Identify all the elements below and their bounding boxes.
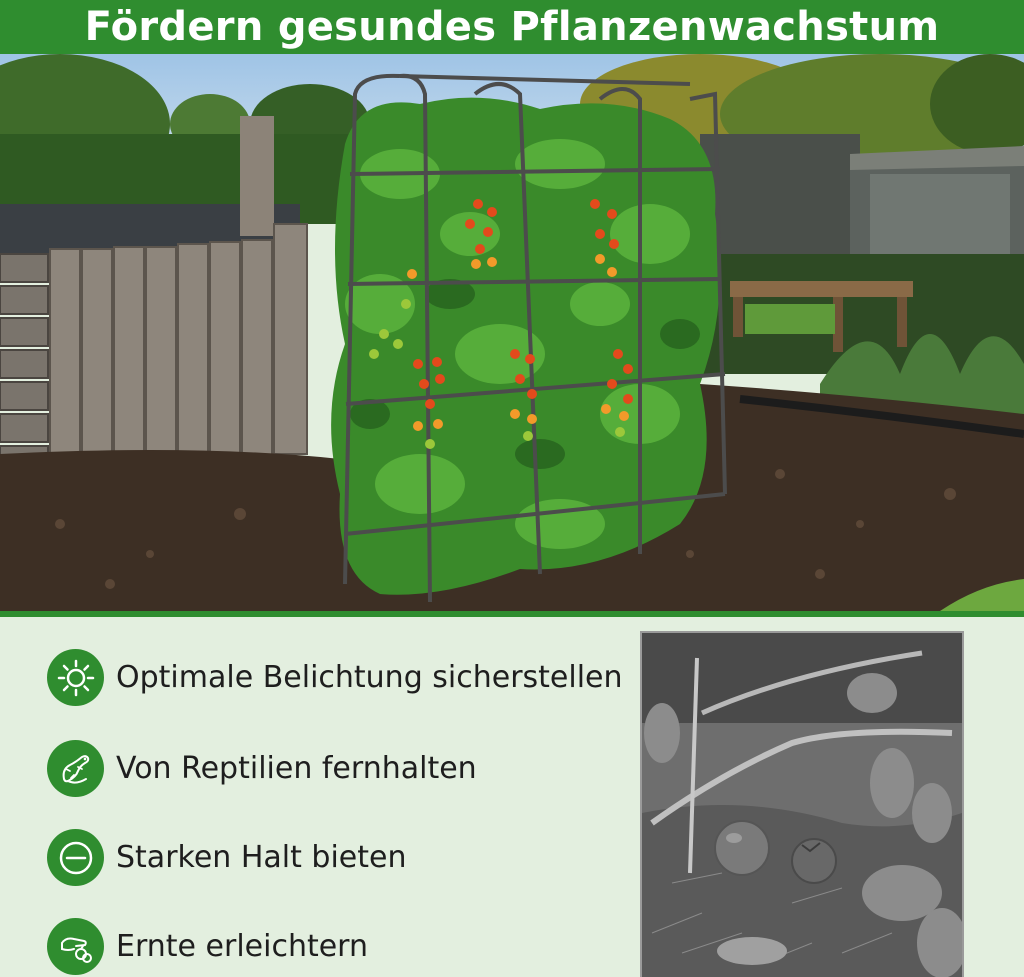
detail-photo-reptile xyxy=(640,631,964,977)
harvest-icon xyxy=(47,918,104,975)
support-icon xyxy=(47,829,104,886)
banner-title: Fördern gesundes Pflanzenwachstum xyxy=(84,4,940,50)
feature-item-light xyxy=(47,649,623,706)
feature-label: Ernte erleichtern xyxy=(116,929,368,964)
feature-label: Starken Halt bieten xyxy=(116,840,407,875)
sun-icon xyxy=(47,649,104,706)
feature-label: Von Reptilien fernhalten xyxy=(116,751,477,786)
feature-item-harvest xyxy=(47,918,368,975)
feature-label: Optimale Belichtung sicherstellen xyxy=(116,660,623,695)
reptile-icon xyxy=(47,740,104,797)
title-banner xyxy=(0,0,1024,54)
feature-item-reptiles xyxy=(47,740,477,797)
garden-trellis-photo xyxy=(0,54,1024,611)
feature-item-support xyxy=(47,829,406,886)
